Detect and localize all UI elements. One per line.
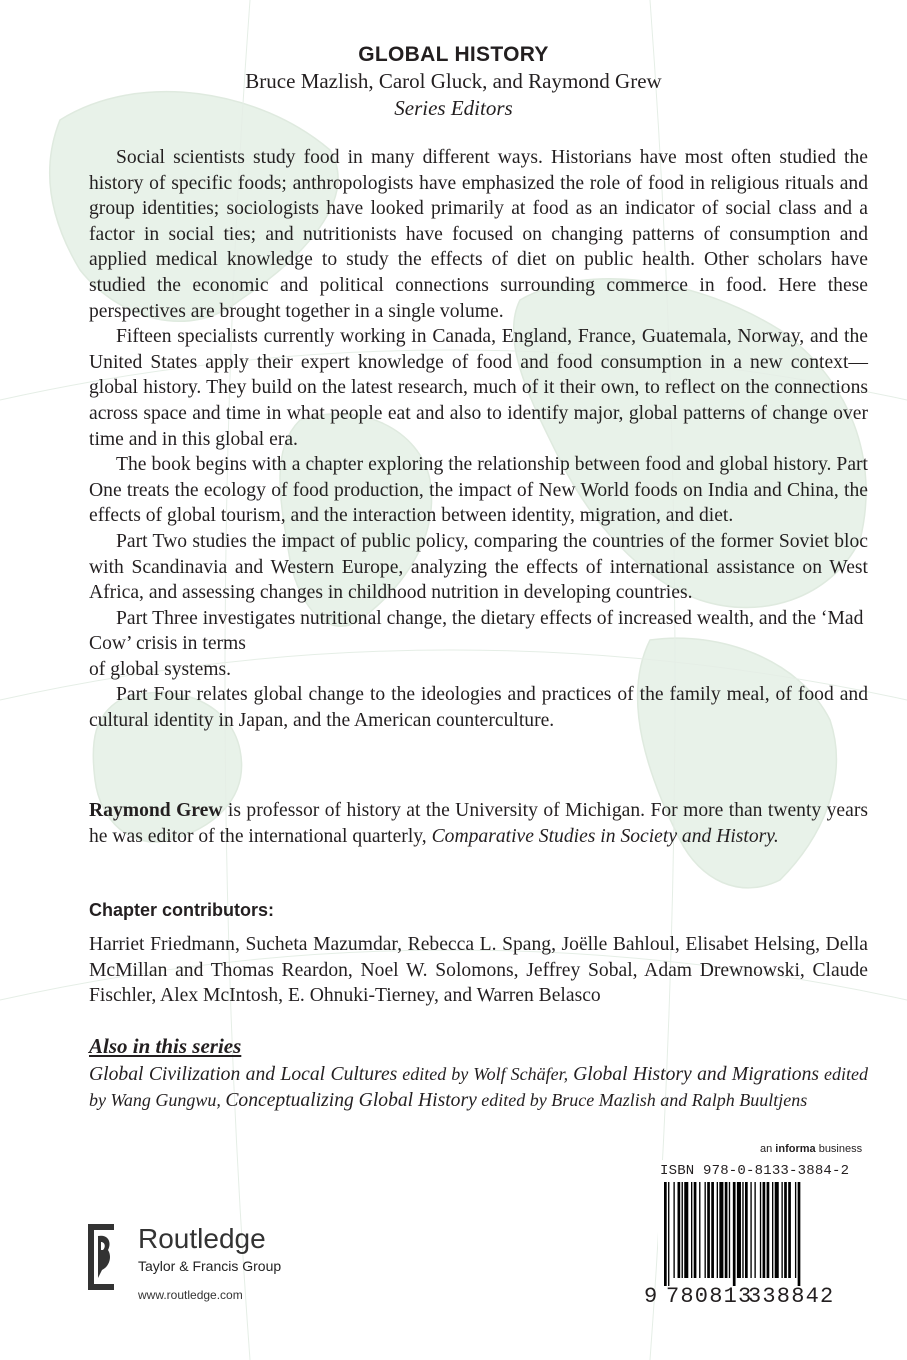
series-title: GLOBAL HISTORY (358, 43, 549, 66)
description-paragraph-2: Fifteen specialists currently working in Canada, England, France, Guatemala, Norway, and the United States apply their expert knowledge of food and food consumption in a new context—global history. They build on the latest research, much of it their own, to reflect on the connections across space and time in what people eat and also to identify major, global patterns of change over time and in this global era. (89, 326, 868, 450)
barcode-bar (742, 1182, 743, 1278)
barcode-bar (775, 1182, 779, 1278)
contributors-list: Harriet Friedmann, Sucheta Mazumdar, Rebecca L. Spang, Joëlle Bahloul, Elisabet Helsing, Della McMillan and Thomas Reardon, Noel W. Solomons, Jeffrey Sobal, Adam Drewnowski, Claude Fischler, Alex McIntosh, E. Ohnuki-Tierney, and Warren Belasco (89, 934, 868, 1007)
barcode-bar (707, 1182, 710, 1278)
barcode-bar (694, 1182, 697, 1278)
description-paragraph-5-cont: of global systems. (89, 658, 232, 680)
barcode-bar (788, 1182, 791, 1278)
publisher-name: Routledge (138, 1223, 266, 1254)
barcode-icon (664, 1182, 836, 1286)
description-paragraph-3: The book begins with a chapter exploring the relationship between food and global history. Part One treats the ecology of food production, the impact of New World foods on India and China, the effects of global tourism, and the interaction between identity, migration, and diet. (89, 454, 868, 527)
barcode-bar (745, 1182, 748, 1278)
barcode-bar (682, 1182, 683, 1278)
barcode-bar (678, 1182, 681, 1278)
barcode-bar (699, 1182, 700, 1278)
barcode-bar (729, 1182, 730, 1278)
barcode-bar (673, 1182, 674, 1278)
description-paragraph-4: Part Two studies the impact of public policy, comparing the countries of the former Soviet bloc with Scandinavia and Western Europe, analyzing the effects of international assistance on West Africa, and assessing changes in childhood nutrition in developing countries. (89, 530, 868, 604)
barcode-bar (717, 1182, 718, 1278)
description-paragraph-5: Part Three investigates nutritional change, the dietary effects of increased wealth, and the ‘Mad Cow’ crisis in terms (89, 607, 864, 655)
informa-suffix: business (815, 1143, 863, 1155)
series-book-3: Conceptualizing Global History (225, 1089, 477, 1111)
description-paragraph-1: Social scientists study food in many different ways. Historians have most often studied the history of specific foods; anthropologists have emphasized the role of food in religious rituals and group identities; sociologists have looked primarily at food as an indicator of social class and a factor in social ties; and nutritionists have focused on changing patterns of consumption and applied medical knowledge to study the effects of diet on public health. Other scholars have studied the economic and political connections surrounding commerce in food. Here these perspectives are brought together in a single volume. (89, 147, 868, 322)
series-editor-2: edited by Wang Gungwu, (89, 1064, 868, 1110)
series-header (0, 42, 907, 122)
also-in-series-heading: Also in this series (89, 1034, 242, 1058)
series-editors-role: Series Editors (394, 96, 513, 120)
ean-right-group: 338842 (748, 1284, 835, 1309)
barcode-bar (763, 1182, 766, 1278)
barcode-bar (781, 1182, 782, 1278)
barcode-bar (719, 1182, 723, 1278)
barcode-bar (664, 1182, 667, 1286)
barcode-bar (750, 1182, 751, 1278)
description-paragraph-6: Part Four relates global change to the ideologies and practices of the family meal, of food and cultural identity in Japan, and the American counterculture. (89, 684, 868, 732)
barcode-bar (737, 1182, 741, 1278)
barcode-bar (767, 1182, 770, 1278)
series-editor-1: edited by Wolf Schäfer, (397, 1064, 574, 1084)
contributors-heading: Chapter contributors: (89, 900, 275, 920)
book-description (89, 145, 868, 734)
series-book-2: Global History and Migrations (573, 1064, 820, 1085)
barcode-bar (784, 1182, 787, 1278)
barcode-bar (798, 1182, 801, 1286)
barcode-bar (760, 1182, 761, 1278)
publisher-website: www.routledge.com (138, 1288, 243, 1302)
ean-first-digit: 9 (644, 1284, 658, 1309)
series-editors: Bruce Mazlish, Carol Gluck, and Raymond Grew (245, 69, 662, 93)
bio-text: is professor of history at the University of Michigan. For more than twenty years he was editor of the international quarterly, (89, 800, 868, 847)
bio-journal: Comparative Studies in Society and History. (431, 825, 779, 847)
isbn-label: ISBN 978-0-8133-3884-2 (660, 1163, 850, 1179)
informa-prefix: an (760, 1143, 776, 1155)
barcode-bar (795, 1182, 796, 1278)
informa-business-tag (760, 1143, 862, 1155)
ean-left-group: 780813 (666, 1284, 753, 1309)
informa-name: informa (775, 1143, 816, 1155)
barcode-bar (725, 1182, 728, 1278)
routledge-logo-icon (86, 1222, 116, 1292)
barcode-bar (705, 1182, 706, 1278)
publisher-group: Taylor & Francis Group (138, 1258, 282, 1274)
barcode-bar (668, 1182, 669, 1286)
editor-bio (89, 798, 868, 849)
series-book-1: Global Civilization and Local Cultures (89, 1064, 398, 1085)
barcode-bar (733, 1182, 736, 1286)
bio-name: Raymond Grew (89, 800, 223, 821)
series-editor-3: edited by Bruce Mazlish and Ralph Buultjens (476, 1089, 808, 1110)
barcode-bar (754, 1182, 755, 1278)
also-in-series-list (89, 1062, 868, 1113)
barcode-bar (691, 1182, 692, 1278)
barcode-bar (772, 1182, 773, 1278)
barcode-bar (711, 1182, 714, 1278)
barcode-bar (684, 1182, 688, 1278)
